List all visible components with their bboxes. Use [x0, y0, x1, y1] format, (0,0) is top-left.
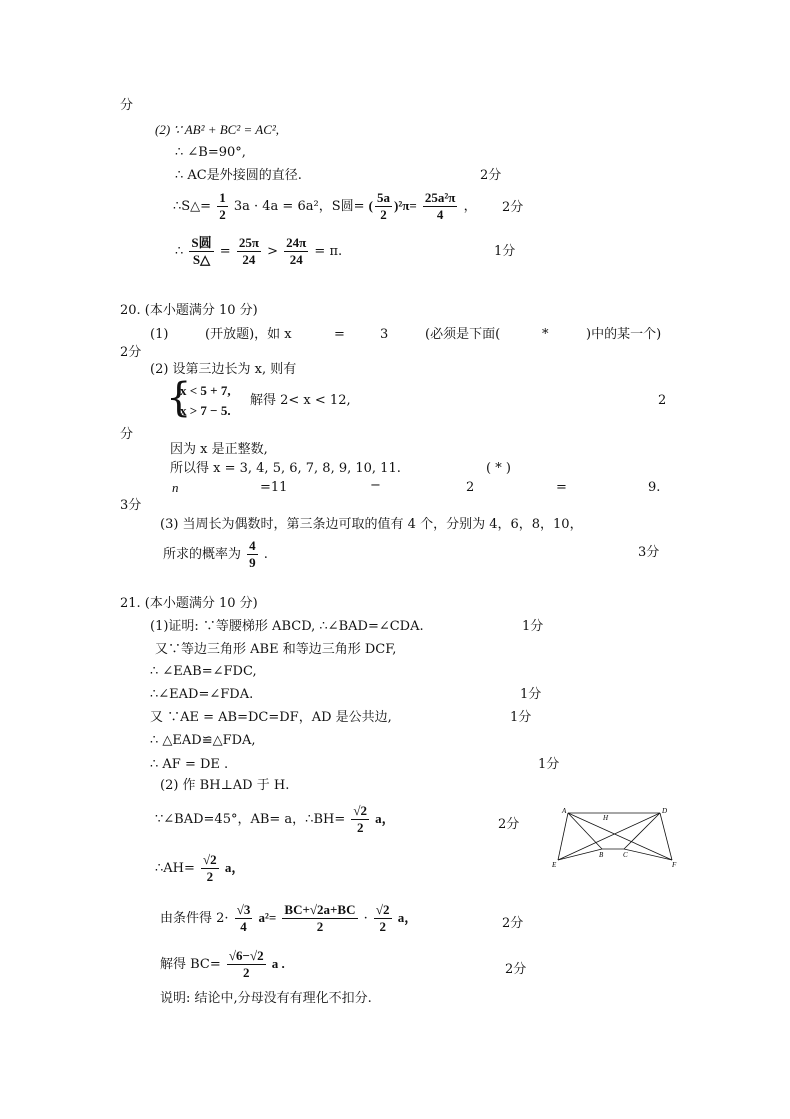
q20-n-c: − [370, 478, 381, 493]
score: 2分 [505, 962, 527, 977]
q21-l5: 又 ∵AE = AB=DC=DF，AD 是公共边, [150, 710, 392, 725]
q21-l2: 又∵等边三角形 ABE 和等边三角形 DCF, [155, 642, 397, 657]
q20-title: 20. (本小题满分 10 分) [120, 303, 258, 318]
q21-l6: ∴ △EAD≌△FDA, [150, 733, 256, 748]
q20-list-mark: ( * ) [486, 461, 511, 476]
diameter-line: ∴ AC是外接圆的直径. [175, 168, 302, 183]
edge-cf [624, 849, 672, 860]
q20-p2-line: (2) 设第三边长为 x, 则有 [150, 362, 297, 377]
q20-p1-g: )中的某一个) [586, 327, 662, 342]
score: 2分 [120, 345, 142, 360]
q20-n-e: = [556, 480, 567, 495]
q20-p1-c: = [334, 327, 345, 342]
edge-de [558, 813, 660, 860]
q20-n-b: =11 [260, 480, 288, 495]
score: 2 [658, 393, 667, 408]
q21-l3: ∴ ∠EAB=∠FDC, [150, 664, 257, 679]
ratio-line: ∴ $\frac{\text{S圆}}{S\triangle}$ = $\frac{25\pi}{24}$ > $\frac{24\pi}{24}$ = π. [175, 235, 343, 267]
q20-prob: 所求的概率为 $\frac{4}{9}$ . [163, 538, 268, 570]
q21-l9: ∵∠BAD=45°，AB= a，∴BH= $\frac{√2}{2}$ a， [155, 803, 395, 835]
q21-l4: ∴∠EAD=∠FDA. [150, 687, 254, 702]
q20-p1-d: 3 [380, 327, 389, 342]
score: 2分 [502, 200, 524, 215]
label-a: A [562, 807, 567, 815]
angle-b-90: ∴ ∠B=90°, [175, 145, 246, 160]
edge-af [568, 813, 672, 860]
score: 3分 [638, 545, 660, 560]
label-h: H [603, 814, 609, 822]
q21-l12: 解得 BC= $\frac{√6-√2}{2}$ a . [160, 948, 285, 980]
q20-n-a: n [172, 480, 179, 495]
label-f: F [672, 861, 677, 869]
score: 2分 [498, 817, 520, 832]
score: 1分 [494, 244, 516, 259]
edge-ab [568, 813, 602, 849]
edge-df [660, 813, 672, 860]
score: 2分 [502, 916, 524, 931]
q21-l7: ∴ AF = DE . [150, 757, 229, 772]
q21-title: 21. (本小题满分 10 分) [120, 596, 258, 611]
q20-integer: 因为 x 是正整数, [170, 442, 268, 457]
score: 1分 [510, 710, 532, 725]
trapezoid-figure [548, 805, 688, 871]
score: 1分 [522, 619, 544, 634]
score: 1分 [538, 757, 560, 772]
q20-p1-a: (1) [150, 327, 169, 342]
q21-note: 说明: 结论中,分母没有有理化不扣分. [160, 991, 372, 1006]
fen-label: 分 [120, 98, 134, 113]
q21-l11: 由条件得 2· $\frac{√3}{4}$ a²= $\frac{BC+√2a+BC}{2}$ · $\frac{√2}{2}$ a， [160, 902, 418, 934]
score: 1分 [520, 687, 542, 702]
q20-n-f: 9. [648, 480, 661, 495]
area-line: ∴S△= $\frac{1}{2}$ 3a · 4a = 6a²，S圆= ( $\frac{5a}{2}$ )²π= $\frac{\text{25a²π}}{4}$ ， [173, 190, 477, 222]
label-e: E [552, 861, 557, 869]
q21-l1: (1)证明: ∵等腰梯形 ABCD, ∴∠BAD=∠CDA. [150, 619, 424, 634]
q20-list: 所以得 x = 3, 4, 5, 6, 7, 8, 9, 10, 11. [170, 461, 401, 476]
score: 2分 [480, 168, 502, 183]
edge-eb [558, 849, 602, 860]
part2-pythagoras: (2) ∵ AB² + BC² = AC², [155, 122, 280, 137]
label-c: C [623, 851, 628, 859]
label-d: D [662, 807, 668, 815]
q20-solve: 解得 2< x < 12, [250, 393, 351, 408]
system-brace: { [166, 375, 192, 421]
q20-p3-line: (3) 当周长为偶数时，第三条边可取的值有 4 个，分别为 4，6，8，10， [160, 517, 583, 532]
q20-p1-b: (开放题)，如 x [205, 327, 292, 342]
q20-p1-f: * [542, 327, 549, 342]
edge-ae [558, 813, 568, 860]
q20-n-d: 2 [466, 480, 475, 495]
system-eq1: x < 5 + 7, [180, 383, 231, 398]
edge-dc [624, 813, 660, 849]
q20-p1-e: (必须是下面( [425, 327, 501, 342]
system-eq2: x > 7 − 5. [180, 403, 231, 418]
label-b: B [599, 851, 604, 859]
q21-l8: (2) 作 BH⊥AD 于 H. [160, 778, 290, 793]
q21-l10: ∴AH= $\frac{√2}{2}$ a， [155, 852, 245, 884]
score: 3分 [120, 498, 142, 513]
score-unit: 分 [120, 427, 134, 442]
